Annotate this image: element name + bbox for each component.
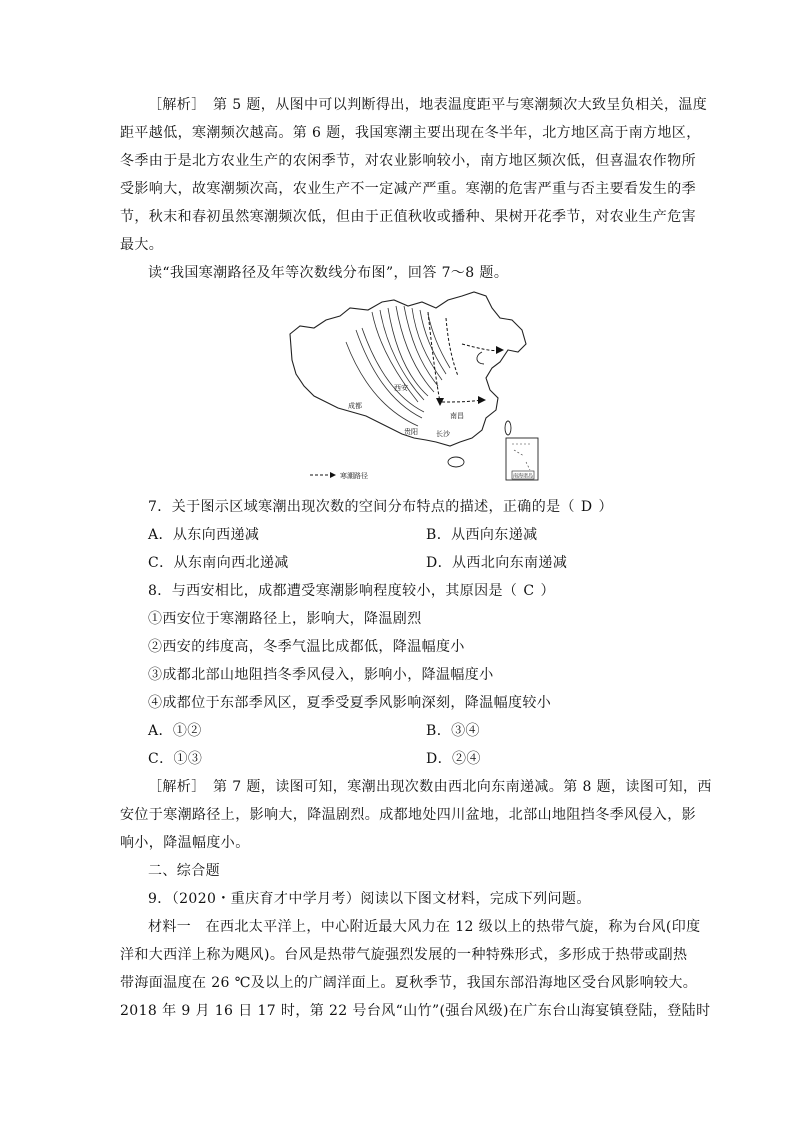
q7-stem: [148, 498, 613, 516]
q7-option-c: C．从东南向西北递减: [148, 555, 289, 571]
analysis1-line-5: 节，秋末和春初虽然寒潮频次低，但由于正值秋收或播种、果树开花季节，对农业生产危害: [120, 209, 696, 225]
china-outline: [290, 292, 526, 446]
analysis1-line-6: 最大。: [120, 237, 164, 253]
analysis1-line-3: 冬季由于是北方农业生产的农闲季节，对农业影响较小，南方地区频次低，但喜温农作物所: [120, 153, 696, 169]
q7-stem-text: 7．关于图示区域寒潮出现次数的空间分布特点的描述，正确的是（: [148, 499, 575, 515]
city-label-changsha: 长沙: [436, 431, 450, 438]
q9-stem: 9．（2020・重庆育才中学月考）阅读以下图文材料，完成下列问题。: [148, 891, 591, 907]
q8-stem: [148, 582, 555, 600]
q8-close: ）: [540, 583, 555, 599]
q7-close: ）: [598, 499, 613, 515]
city-label-chengdu: 成都: [348, 403, 362, 410]
q8-option-c: C．①③: [148, 751, 203, 767]
analysis1-line-4: 受影响大，故寒潮频次高，农业生产不一定减产严重。寒潮的危害严重与否主要看发生的季: [120, 181, 696, 197]
q9-material1-line-3: 带海面温度在 26 ℃及以上的广阔洋面上。夏秋季节，我国东部沿海地区受台风影响较大。: [120, 975, 698, 991]
bohai-coast: [477, 352, 484, 364]
section-heading: 二、综合题: [148, 863, 220, 879]
q8-item-3: ③成都北部山地阻挡冬季风侵入，影响小，降温幅度小: [148, 667, 494, 683]
inset-label: 南海诸岛: [513, 473, 534, 480]
inset-dashes: [512, 444, 530, 470]
q8-option-b: B．③④: [426, 723, 480, 739]
city-label-guiyang: 贵阳: [404, 429, 418, 436]
q8-option-d: D．②④: [426, 751, 481, 767]
city-label-xian: 西安: [394, 385, 408, 392]
q7-option-b: B．从西向东递减: [426, 527, 538, 543]
hainan-island: [448, 457, 464, 467]
q9-material1-line-2: 洋和大西洋上称为飓风)。台风是热带气旋强烈发展的一种特殊形式，多形成于热带或副热: [120, 947, 688, 963]
q8-item-2: ②西安的纬度高，冬季气温比成都低，降温幅度小: [148, 639, 465, 655]
q8-answer: C: [523, 583, 535, 599]
city-label-nanchang: 南昌: [450, 413, 464, 420]
analysis1-line-2: 距平越低，寒潮频次越高。第 6 题，我国寒潮主要出现在冬半年，北方地区高于南方地区，: [120, 125, 701, 141]
q9-material1-line-1: 材料一 在西北太平洋上，中心附近最大风力在 12 级以上的热带气旋，称为台风(印度: [148, 919, 701, 935]
taiwan-island: [505, 421, 511, 435]
q7-answer: D: [580, 499, 593, 515]
q7-option-d: D．从西北向东南递减: [426, 555, 568, 571]
cold-wave-map: [286, 290, 548, 482]
map-intro: 读“我国寒潮路径及年等次数线分布图”，回答 7～8 题。: [148, 265, 509, 281]
legend-route-arrow: [330, 472, 336, 478]
analysis1-line-1: ［解析］ 第 5 题，从图中可以判断得出，地表温度距平与寒潮频次大致呈负相关，温度: [148, 97, 708, 113]
q8-stem-text: 8．与西安相比，成都遭受寒潮影响程度较小，其原因是（: [148, 583, 518, 599]
q9-material1-line-4: 2018 年 9 月 16 日 17 时，第 22 号台风“山竹”(强台风级)在广东台山海宴镇登陆，登陆时: [120, 1003, 711, 1019]
q8-option-a: A．①②: [148, 723, 202, 739]
analysis2-line-3: 响小，降温幅度小。: [120, 835, 250, 851]
q8-item-4: ④成都位于东部季风区，夏季受夏季风影响深刻，降温幅度较小: [148, 695, 552, 711]
route-arrowheads: [436, 346, 504, 406]
q8-item-1: ①西安位于寒潮路径上，影响大，降温剧烈: [148, 611, 422, 627]
analysis2-line-2: 安位于寒潮路径上，影响大，降温剧烈。成都地处四川盆地，北部山地阻挡冬季风侵入，影: [120, 807, 696, 823]
legend-label: 寒潮路径: [340, 473, 368, 480]
q7-option-a: A．从东向西递减: [148, 527, 260, 543]
analysis2-line-1: ［解析］ 第 7 题，读图可知，寒潮出现次数由西北向东南递减。第 8 题，读图可知，西: [148, 779, 712, 795]
